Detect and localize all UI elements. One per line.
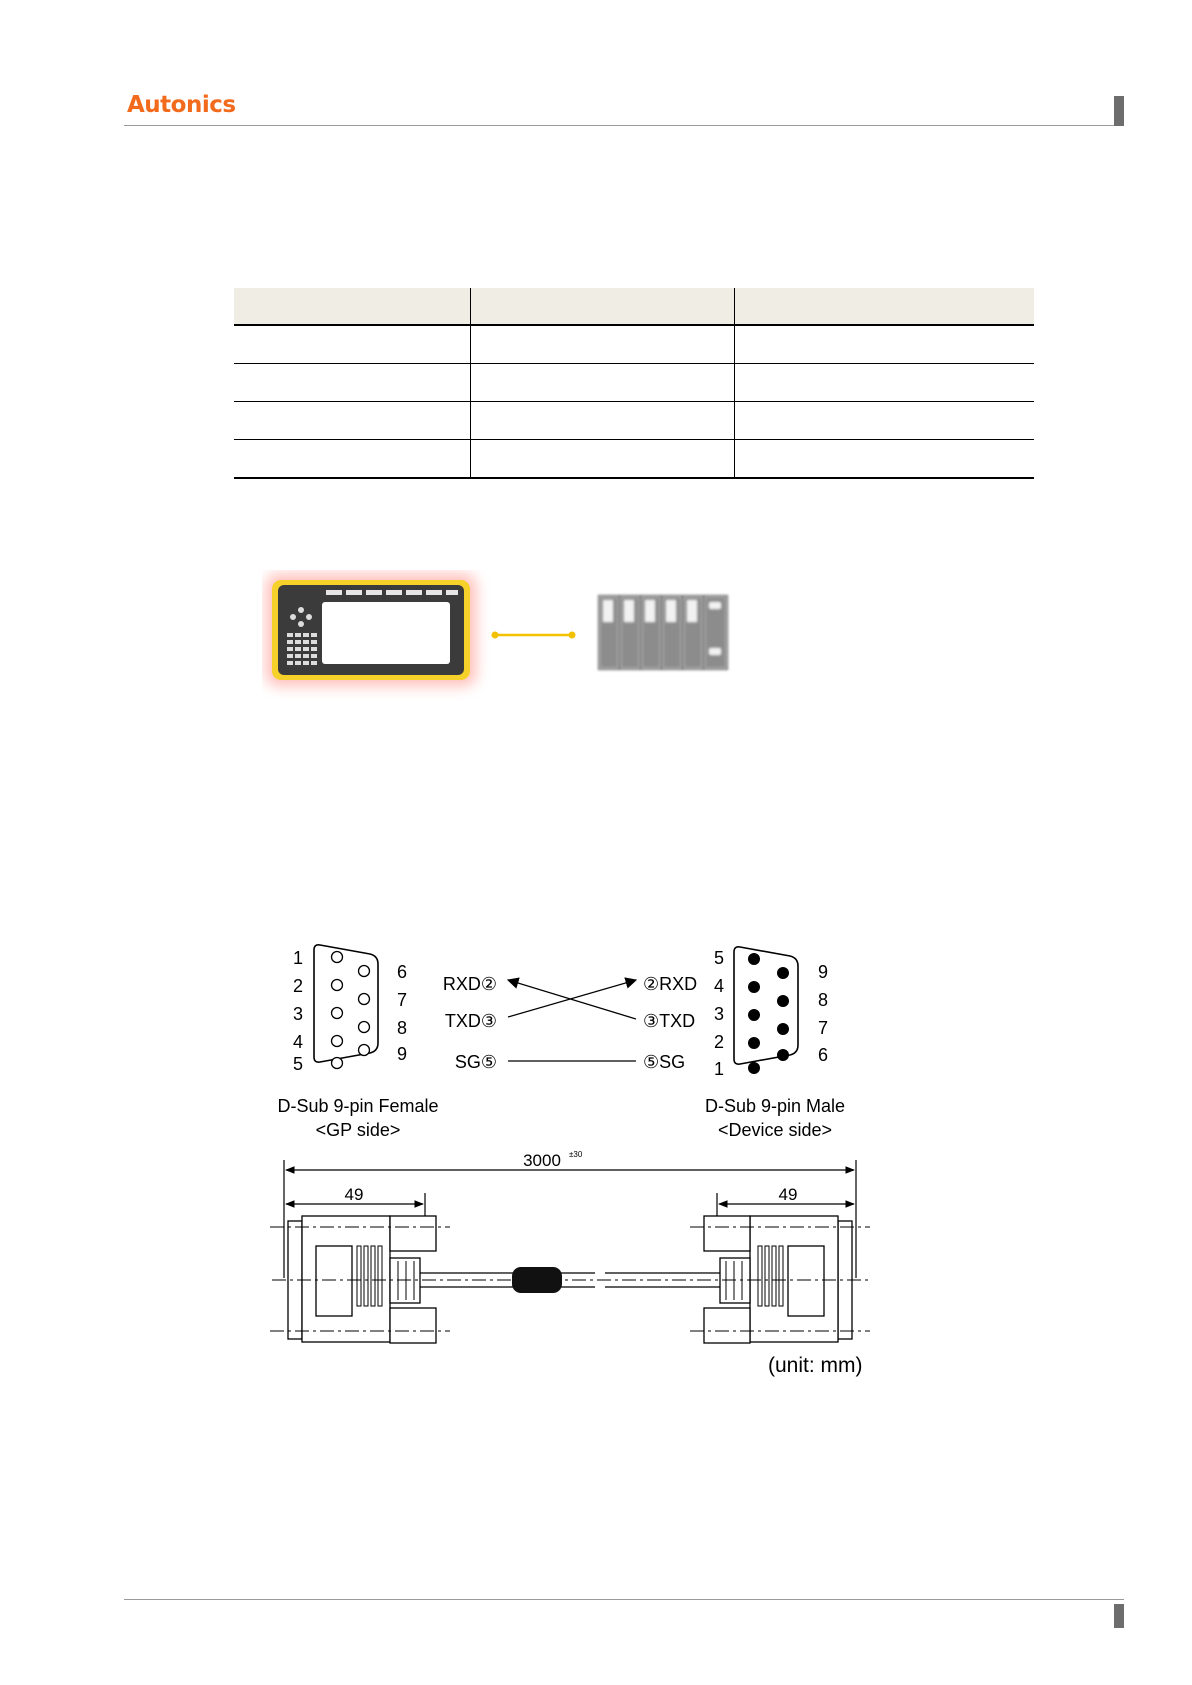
male-pin-label: 3 [713, 1004, 725, 1024]
connection-link [492, 632, 576, 639]
plc-rack-icon [598, 595, 728, 670]
right-connector-length-label: 49 [778, 1185, 798, 1204]
table-row [234, 364, 1034, 402]
male-pin-label: 9 [817, 962, 829, 982]
table-cell [234, 364, 471, 402]
right-plug [704, 1216, 852, 1343]
signal-label-left: RXD② [442, 974, 497, 994]
male-pin-label: 7 [817, 1018, 829, 1038]
table-cell [234, 325, 471, 364]
table-header-cell [471, 288, 735, 325]
signal-label-right: ②RXD [643, 974, 698, 994]
table-header-cell [735, 288, 1035, 325]
total-length-tolerance: ±30 [569, 1150, 583, 1159]
male-caption: D-Sub 9-pin Male [704, 1096, 846, 1116]
male-caption: <Device side> [717, 1120, 833, 1140]
table-header-row [234, 288, 1034, 325]
gp-terminal-icon [266, 574, 476, 686]
male-connector [705, 947, 845, 1140]
cable-drawing [270, 1148, 870, 1348]
wiring-diagram [250, 935, 910, 1145]
female-pin-label: 7 [396, 990, 408, 1010]
spec-table [234, 288, 1034, 479]
signal-label-left: SG⑤ [454, 1052, 497, 1072]
female-pin-label: 3 [292, 1004, 304, 1024]
male-pin-label: 8 [817, 990, 829, 1010]
header-tab-marker [1114, 96, 1124, 126]
signal-label-right: ③TXD [643, 1011, 696, 1031]
left-plug [288, 1216, 436, 1343]
female-connector [277, 945, 438, 1140]
male-pin-label: 2 [713, 1032, 725, 1052]
table-cell [471, 325, 735, 364]
connection-illustration [262, 570, 762, 700]
female-pin-label: 8 [396, 1018, 408, 1038]
table-cell [471, 364, 735, 402]
header-rule [124, 125, 1124, 126]
female-pin-label: 2 [292, 976, 304, 996]
table-cell [735, 440, 1035, 479]
table-cell [735, 325, 1035, 364]
table-cell [234, 402, 471, 440]
footer-tab-marker [1114, 1604, 1124, 1628]
table-cell [735, 364, 1035, 402]
table-row [234, 325, 1034, 364]
female-caption: D-Sub 9-pin Female [277, 1096, 439, 1116]
male-pin-label: 4 [713, 976, 725, 996]
table-row [234, 402, 1034, 440]
table-header-cell [234, 288, 471, 325]
signal-lines [508, 980, 636, 1061]
brand-logo: Autonics [127, 92, 236, 118]
signal-label-right: ⑤SG [643, 1052, 686, 1072]
table-cell [471, 402, 735, 440]
signal-label-left: TXD③ [444, 1011, 497, 1031]
table-cell [234, 440, 471, 479]
female-pin-label: 1 [292, 948, 304, 968]
male-pin-label: 6 [817, 1045, 829, 1065]
total-length-label: 3000 [523, 1151, 561, 1170]
footer-rule [124, 1599, 1124, 1600]
female-pin-label: 9 [396, 1044, 408, 1064]
table-row [234, 440, 1034, 479]
left-connector-length-label: 49 [344, 1185, 364, 1204]
female-pin-label: 4 [292, 1032, 304, 1052]
unit-note: (unit: mm) [768, 1354, 863, 1377]
table-cell [471, 440, 735, 479]
female-pin-label: 5 [292, 1054, 304, 1074]
table-cell [735, 402, 1035, 440]
female-pin-label: 6 [396, 962, 408, 982]
ferrite-core [512, 1267, 562, 1293]
male-pin-label: 1 [713, 1059, 725, 1079]
male-pin-label: 5 [713, 948, 725, 968]
female-caption: <GP side> [315, 1120, 401, 1140]
